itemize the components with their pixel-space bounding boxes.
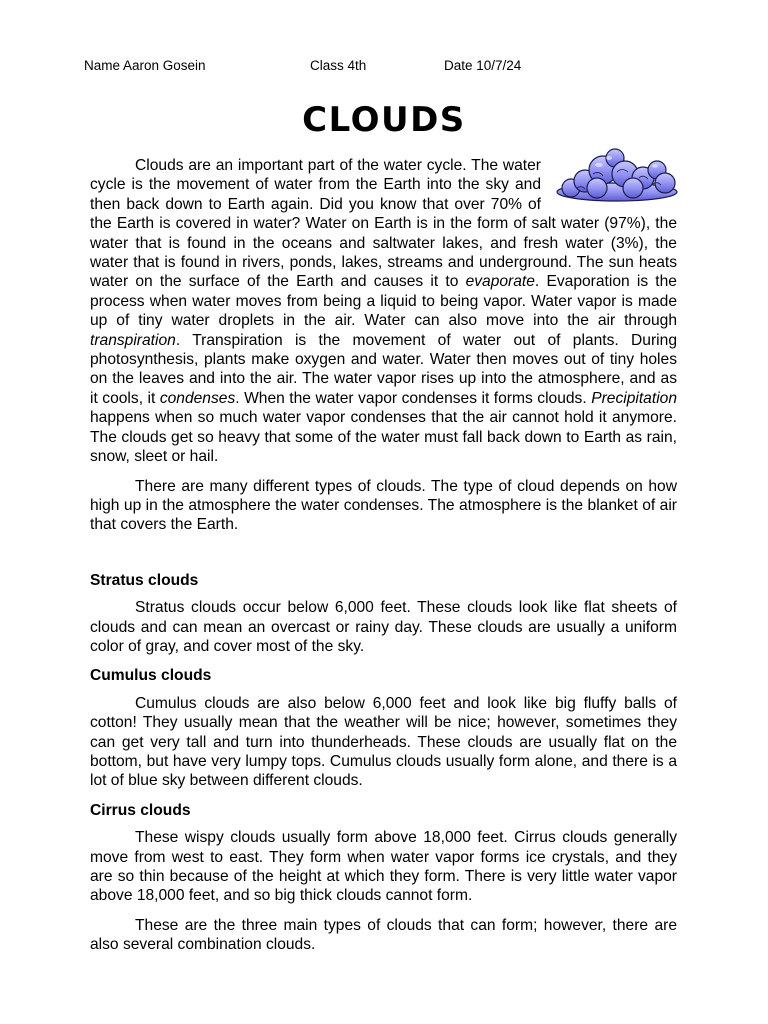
stratus-heading: Stratus clouds — [90, 571, 199, 589]
cirrus-heading: Cirrus clouds — [90, 801, 191, 819]
cumulus-heading: Cumulus clouds — [90, 667, 212, 685]
student-name: Name Aaron Gosein — [84, 58, 206, 73]
closing-paragraph: These are the three main types of clouds that can form; however, there are also several combination clouds. — [90, 916, 677, 954]
cirrus-paragraph: These wispy clouds usually form above 18,000 feet. Cirrus clouds generally move from west to east. They form when water vapor forms ice crystals, and they are so thin because of the height at which they form. There is very little water vapor above 18,000 feet, and so big thick clouds cannot form. — [90, 829, 677, 905]
stratus-paragraph: Stratus clouds occur below 6,000 feet. These clouds look like flat sheets of clouds and can mean an overcast or rainy day. These clouds are usually a uniform color of gray, and cover most of the sky. — [90, 599, 677, 655]
term-transpiration: transpiration — [90, 331, 176, 349]
student-class: Class 4th — [310, 58, 367, 73]
term-condenses: condenses — [159, 389, 236, 407]
section-spacer — [90, 545, 677, 571]
cloud-illustration — [553, 148, 681, 206]
term-evaporate: evaporate — [465, 273, 535, 291]
intro-paragraph-1: Clouds are an important part of the water cycle. The water cycle is the movement of water from the Earth into the sky and then back down to Earth again. Did you know that over 70% of the Earth is covered in water? Water on Earth is in the form of salt water (97%), the water that is found in the oceans and saltwater lakes, and fresh water (3%), the water that is found in rivers, ponds, lakes, streams and underground. The sun heats water on the surface of the Earth and causes it to evaporate. Evaporation is the process when water moves from being a liquid to being vapor. Water vapor is made up of tiny water droplets in the air. Water can also move into the air through transpiration. Transpiration is the movement of water out of plants. During photosynthesis, plants make oxygen and water. Water then moves out of tiny holes on the leaves and into the air. The water vapor rises up into the atmosphere, and as it cools, it condenses. When the water vapor condenses it forms clouds. Precipitation happens when so much water vapor condenses that the air cannot hold it anymore. The clouds get so heavy that some of the water must fall back down to Earth as rain, snow, sleet or hail. — [90, 157, 677, 466]
page-title: CLOUDS — [302, 100, 466, 140]
document-body — [90, 156, 677, 965]
intro-paragraph-2: There are many different types of clouds. The type of cloud depends on how high up in the atmosphere the water condenses. The atmosphere is the blanket of air that covers the Earth. — [90, 477, 677, 534]
assignment-date: Date 10/7/24 — [444, 58, 522, 73]
term-precipitation: Precipitation — [591, 389, 677, 407]
cumulus-paragraph: Cumulus clouds are also below 6,000 feet and look like big fluffy balls of cotton! They usually mean that the weather will be nice; however, sometimes they can get very tall and turn into thunderheads. These clouds are usually flat on the bottom, but have very lumpy tops. Cumulus clouds usually form alone, and there is a lot of blue sky between different clouds. — [90, 694, 677, 790]
